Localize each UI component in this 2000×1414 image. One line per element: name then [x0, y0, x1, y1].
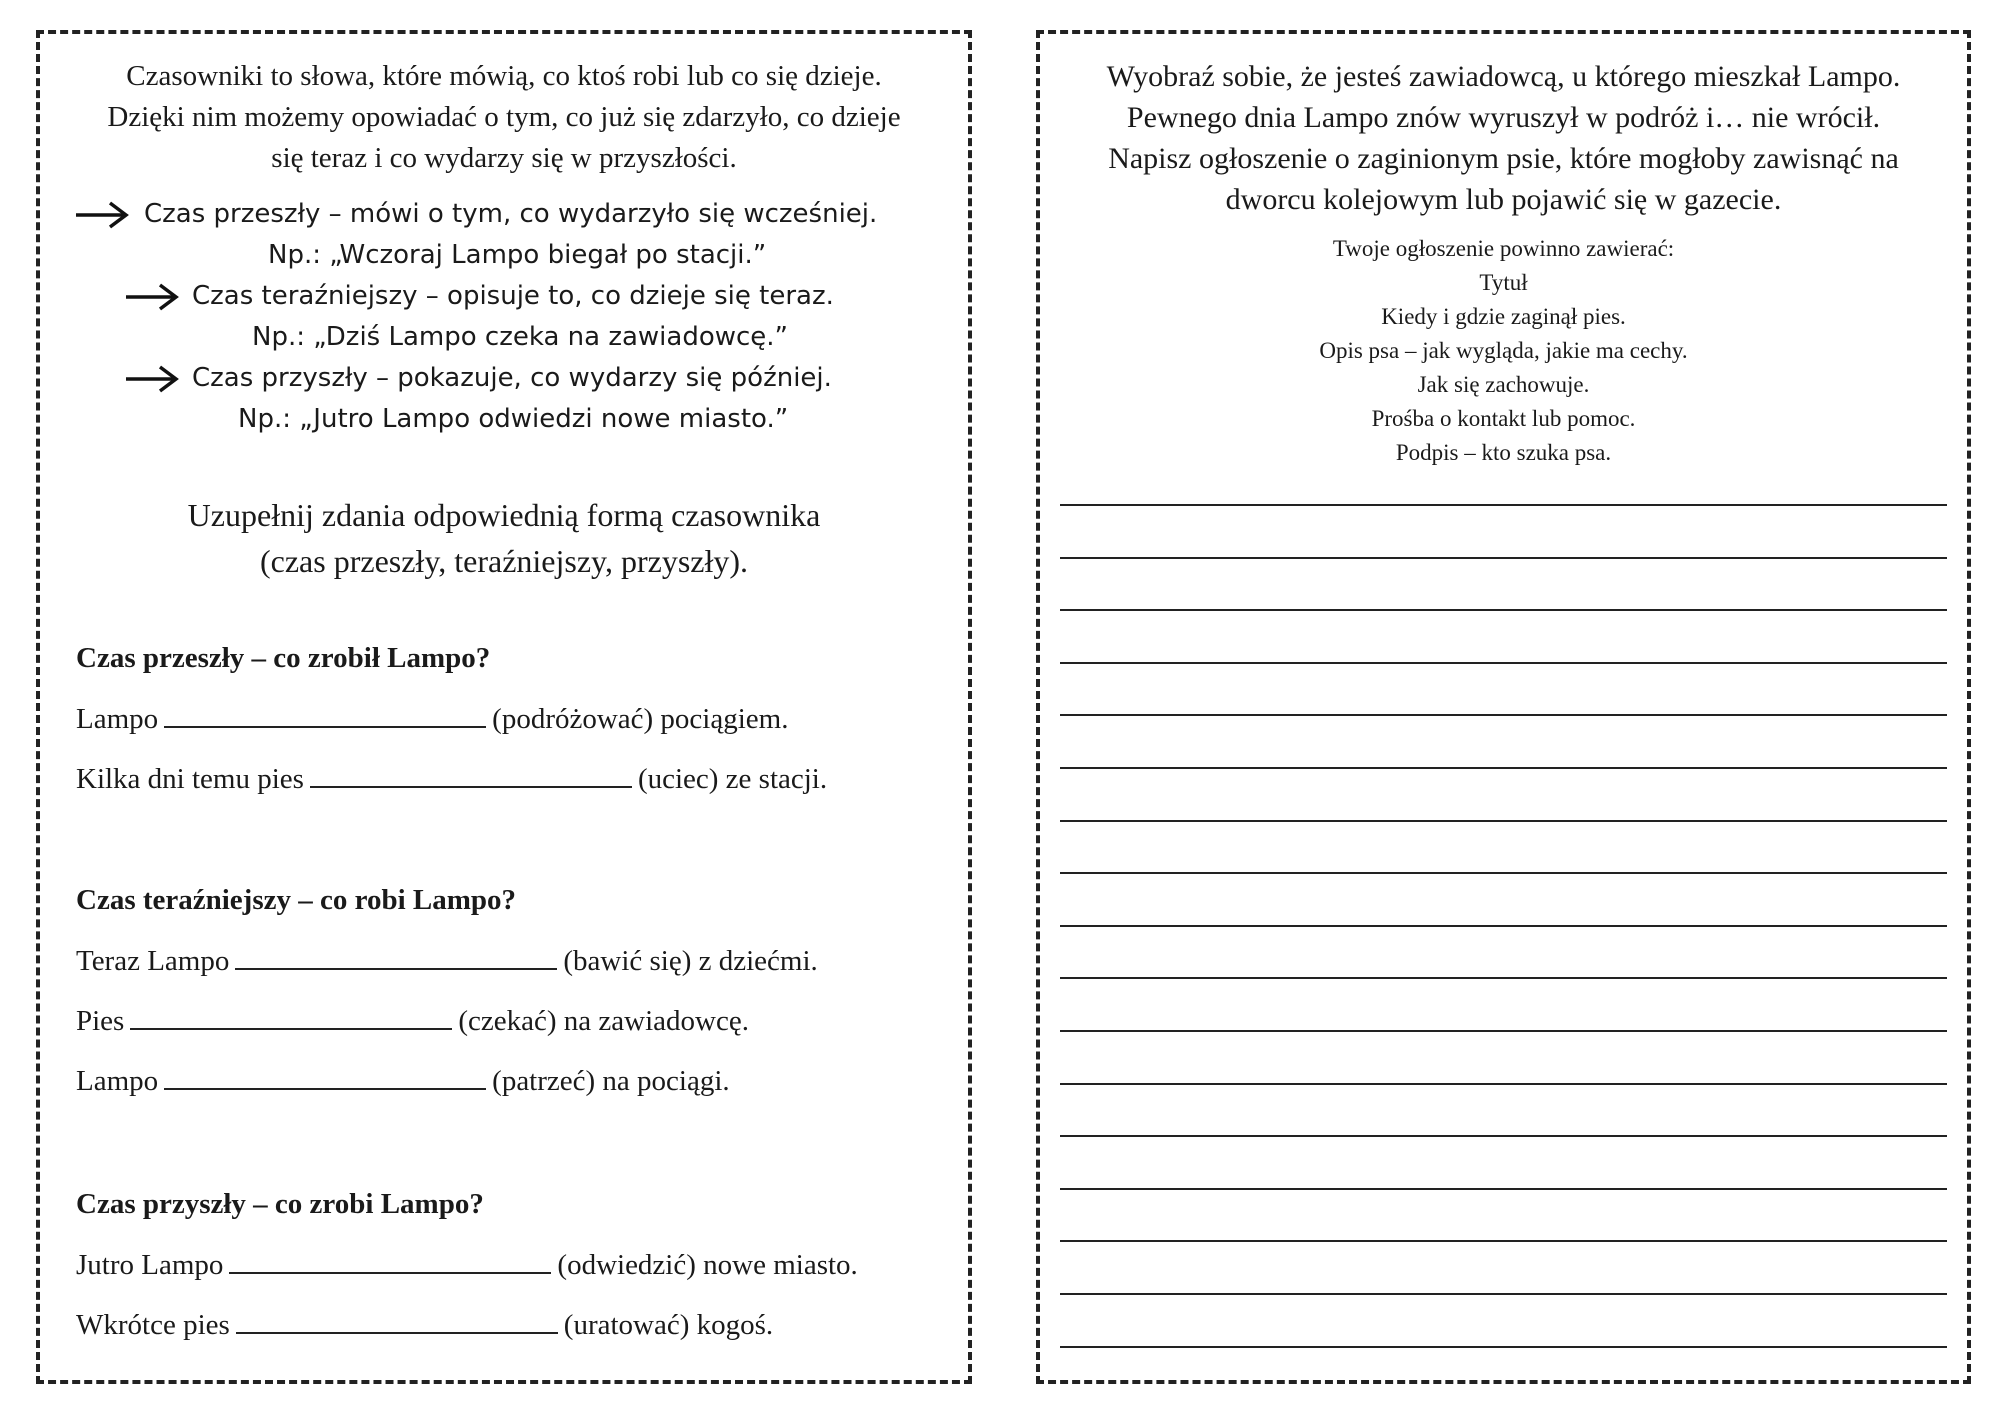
sentence-start: Jutro Lampo: [76, 1249, 224, 1281]
sentence-start: Lampo: [76, 703, 159, 735]
arrow-right-icon: [124, 364, 180, 394]
tense-description: Czas przyszły – pokazuje, co wydarzy się później.: [192, 363, 832, 393]
task-line: dworcu kolejowym lub pojawić się w gazecie.: [1225, 183, 1782, 216]
sentence-end: (czekać) na zawiadowcę.: [458, 1005, 749, 1037]
task-line: Pewnego dnia Lampo znów wyruszył w podróż i… nie wrócił.: [1126, 101, 1881, 134]
exercise-sentence: [76, 1000, 749, 1040]
tense-row-future: [40, 358, 968, 399]
answer-blank[interactable]: [130, 1000, 452, 1030]
intro-paragraph: [40, 56, 968, 179]
intro-line: Czasowniki to słowa, które mówią, co ktoś robi lub co się dzieje.: [126, 60, 882, 92]
sentence-end: (bawić się) z dziećmi.: [563, 945, 818, 977]
exercise-heading: Czas teraźniejszy – co robi Lampo?: [76, 884, 517, 916]
writing-line[interactable]: [1060, 504, 1947, 506]
writing-line[interactable]: [1060, 609, 1947, 611]
writing-line[interactable]: [1060, 872, 1947, 874]
answer-blank[interactable]: [235, 940, 557, 970]
requirements-list: [1040, 266, 1967, 470]
sentence-start: Pies: [76, 1005, 125, 1037]
writing-line[interactable]: [1060, 1135, 1947, 1137]
writing-task-prompt: [1040, 56, 1967, 220]
writing-line[interactable]: [1060, 767, 1947, 769]
exercise-heading: Czas przeszły – co zrobił Lampo?: [76, 642, 491, 674]
answer-blank[interactable]: [236, 1304, 558, 1334]
sentence-end: (podróżować) pociągiem.: [492, 703, 789, 735]
sentence-end: (patrzeć) na pociągi.: [492, 1065, 730, 1097]
requirements-title: Twoje ogłoszenie powinno zawierać:: [1332, 236, 1675, 261]
exercise-present: [76, 880, 948, 1097]
arrow-right-icon: [74, 200, 130, 230]
tense-example: Np.: „Jutro Lampo odwiedzi nowe miasto.”: [238, 404, 789, 434]
writing-task-card: [1036, 30, 1971, 1384]
sentence-start: Lampo: [76, 1065, 159, 1097]
sentence-start: Wkrótce pies: [76, 1309, 230, 1341]
instruction-line: (czas przeszły, teraźniejszy, przyszły).: [259, 543, 749, 579]
requirement-item: Opis psa – jak wygląda, jakie ma cechy.: [1319, 338, 1688, 363]
exercise-sentence: [76, 1304, 773, 1344]
tense-example-row: [40, 235, 968, 276]
sentence-end: (uciec) ze stacji.: [637, 763, 828, 795]
exercise-sentence: [76, 698, 788, 738]
answer-blank[interactable]: [310, 758, 632, 788]
answer-blank[interactable]: [229, 1244, 551, 1274]
writing-line[interactable]: [1060, 977, 1947, 979]
exercise-past: [76, 638, 948, 795]
tense-list: [40, 194, 968, 440]
tense-row-present: [40, 276, 968, 317]
exercise-future: [76, 1184, 948, 1341]
writing-line[interactable]: [1060, 1030, 1947, 1032]
tense-example: Np.: „Dziś Lampo czeka na zawiadowcę.”: [252, 322, 789, 352]
writing-line[interactable]: [1060, 1293, 1947, 1295]
tense-example: Np.: „Wczoraj Lampo biegał po stacji.”: [268, 240, 767, 270]
requirement-item: Kiedy i gdzie zaginął pies.: [1381, 304, 1626, 329]
exercise-sentence: [76, 1060, 730, 1100]
tense-description: Czas teraźniejszy – opisuje to, co dzieje się teraz.: [192, 281, 834, 311]
writing-line[interactable]: [1060, 662, 1947, 664]
tense-row-past: [40, 194, 968, 235]
writing-line[interactable]: [1060, 1240, 1947, 1242]
requirement-item: Jak się zachowuje.: [1417, 372, 1590, 397]
tense-description: Czas przeszły – mówi o tym, co wydarzyło się wcześniej.: [144, 199, 878, 229]
requirement-item: Podpis – kto szuka psa.: [1395, 440, 1612, 465]
requirement-item: Prośba o kontakt lub pomoc.: [1371, 406, 1636, 431]
writing-line[interactable]: [1060, 1346, 1947, 1348]
sentence-start: Teraz Lampo: [76, 945, 230, 977]
writing-line[interactable]: [1060, 925, 1947, 927]
sentence-start: Kilka dni temu pies: [76, 763, 304, 795]
sentence-end: (odwiedzić) nowe miasto.: [557, 1249, 858, 1281]
exercise-sentence: [76, 758, 827, 798]
instruction-line: Uzupełnij zdania odpowiednią formą czasownika: [187, 497, 821, 533]
requirement-item: Tytuł: [1479, 270, 1528, 295]
exercise-sentence: [76, 940, 818, 980]
writing-line[interactable]: [1060, 714, 1947, 716]
task-line: Wyobraź sobie, że jesteś zawiadowcą, u którego mieszkał Lampo.: [1106, 60, 1901, 93]
sentence-end: (uratować) kogoś.: [563, 1309, 774, 1341]
writing-line[interactable]: [1060, 557, 1947, 559]
answer-blank[interactable]: [164, 698, 486, 728]
answer-blank[interactable]: [164, 1060, 486, 1090]
tense-example-row: [40, 399, 968, 440]
writing-line[interactable]: [1060, 820, 1947, 822]
exercise-instruction: [40, 492, 968, 584]
intro-line: Dzięki nim możemy opowiadać o tym, co już się zdarzyło, co dzieje: [107, 101, 901, 133]
arrow-right-icon: [124, 282, 180, 312]
intro-line: się teraz i co wydarzy się w przyszłości.: [271, 142, 737, 174]
writing-line[interactable]: [1060, 1083, 1947, 1085]
exercise-heading: Czas przyszły – co zrobi Lampo?: [76, 1188, 484, 1220]
grammar-worksheet-card: [36, 30, 972, 1384]
task-line: Napisz ogłoszenie o zaginionym psie, które mogłoby zawisnąć na: [1108, 142, 1899, 175]
writing-line[interactable]: [1060, 1188, 1947, 1190]
tense-example-row: [40, 317, 968, 358]
exercise-sentence: [76, 1244, 858, 1284]
